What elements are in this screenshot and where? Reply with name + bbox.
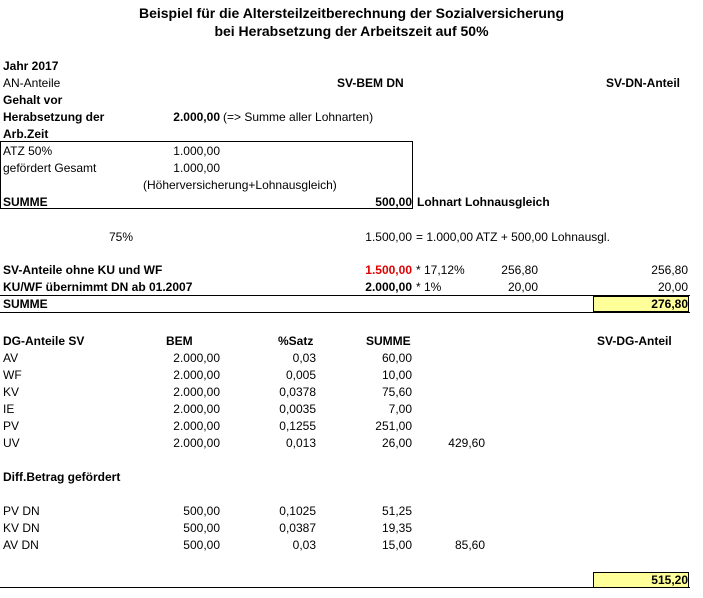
sv-dn-anteil-header: SV-DN-Anteil (606, 76, 681, 90)
sv-summe-label: SUMME (3, 297, 48, 311)
sv-row2-amount: 20,00 (507, 280, 538, 294)
sv-row1-label: SV-Anteile ohne KU und WF (3, 263, 163, 277)
dg-row-label: WF (3, 368, 22, 382)
sv-row2-total: 20,00 (657, 280, 688, 294)
title-line-2: bei Herabsetzung der Arbeitszeit auf 50% (214, 23, 489, 39)
dg-row-satz: 0,03 (292, 351, 316, 365)
diff-row-bem: 500,00 (183, 521, 220, 535)
diff-row-satz: 0,03 (292, 538, 316, 552)
gehalt-note: (=> Summe aller Lohnarten) (223, 110, 374, 124)
atz-label: ATZ 50% (3, 144, 53, 158)
diff-row-bem: 500,00 (183, 538, 220, 552)
dg-row-satz: 0,1255 (279, 419, 316, 433)
diff-row-satz: 0,1025 (279, 504, 316, 518)
year-label: Jahr 2017 (3, 59, 59, 73)
atz-value: 1.000,00 (173, 144, 220, 158)
gefoerdert-value: 1.000,00 (173, 161, 220, 175)
dg-header-bem: BEM (166, 334, 193, 348)
divider (0, 295, 690, 296)
summe-label: SUMME (3, 195, 48, 209)
dg-row-label: UV (3, 436, 20, 450)
an-anteile-label: AN-Anteile (3, 76, 61, 90)
sv-summe-value: 276,80 (651, 297, 688, 311)
dg-row-satz: 0,005 (285, 368, 316, 382)
title-line-1: Beispiel für die Altersteilzeitberechnung der Sozialversicherung (138, 5, 565, 21)
dg-row-summe: 26,00 (381, 436, 412, 450)
diff-row-summe: 51,25 (381, 504, 412, 518)
diff-subtotal: 85,60 (454, 538, 485, 552)
dg-row-bem: 2.000,00 (173, 419, 220, 433)
diff-row-label: KV DN (3, 521, 40, 535)
dg-row-summe: 7,00 (388, 402, 412, 416)
dg-row-bem: 2.000,00 (173, 436, 220, 450)
summe-value: 500,00 (375, 195, 412, 209)
dg-header-anteil: SV-DG-Anteil (597, 334, 672, 348)
divider (0, 312, 690, 313)
dg-row-label: IE (3, 402, 15, 416)
sv-row2-value: 2.000,00 (365, 280, 412, 294)
total-value: 515,20 (651, 573, 688, 587)
diff-row-summe: 15,00 (381, 538, 412, 552)
dg-row-satz: 0,013 (285, 436, 316, 450)
dg-row-satz: 0,0378 (279, 385, 316, 399)
percent-label: 75% (109, 230, 134, 244)
diff-row-summe: 19,35 (381, 521, 412, 535)
dg-row-bem: 2.000,00 (173, 402, 220, 416)
diff-row-label: PV DN (3, 504, 40, 518)
gehalt-value: 2.000,00 (173, 110, 220, 124)
summe-note: Lohnart Lohnausgleich (417, 195, 550, 209)
dg-header-label: DG-Anteile SV (3, 334, 85, 348)
gefoerdert-label: gefördert Gesamt (3, 161, 97, 175)
dg-row-bem: 2.000,00 (173, 368, 220, 382)
sv-row2-rate: * 1% (416, 280, 442, 294)
gehalt-label-line-1: Gehalt vor (3, 93, 63, 107)
sv-row1-amount: 256,80 (501, 263, 538, 277)
dg-row-bem: 2.000,00 (173, 351, 220, 365)
dg-row-summe: 251,00 (375, 419, 412, 433)
dg-row-summe: 75,60 (381, 385, 412, 399)
sv-row1-total: 256,80 (651, 263, 688, 277)
dg-row-label: KV (3, 385, 20, 399)
dg-header-summe: SUMME (366, 334, 411, 348)
dg-row-label: AV (3, 351, 19, 365)
dg-row-summe: 60,00 (381, 351, 412, 365)
dg-row-summe: 10,00 (381, 368, 412, 382)
gehalt-label-line-3: Arb.Zeit (3, 127, 49, 141)
dg-row-satz: 0,0035 (279, 402, 316, 416)
gehalt-label-line-2: Herabsetzung der (3, 110, 105, 124)
diff-row-satz: 0,0387 (279, 521, 316, 535)
divider (0, 587, 690, 588)
sv-row2-label: KU/WF übernimmt DN ab 01.2007 (3, 280, 193, 294)
percent-note: = 1.000,00 ATZ + 500,00 Lohnausgl. (416, 230, 610, 244)
dg-header-satz: %Satz (278, 334, 314, 348)
dg-row-label: PV (3, 419, 20, 433)
diff-row-label: AV DN (3, 538, 39, 552)
sv-row1-value: 1.500,00 (365, 263, 412, 277)
diff-row-bem: 500,00 (183, 504, 220, 518)
sv-bem-dn-header: SV-BEM DN (337, 76, 404, 90)
sv-row1-rate: * 17,12% (416, 263, 465, 277)
percent-value: 1.500,00 (365, 230, 412, 244)
dg-row-bem: 2.000,00 (173, 385, 220, 399)
gefoerdert-note: (Höherversicherung+Lohnausgleich) (143, 178, 337, 192)
diff-header: Diff.Betrag gefördert (3, 470, 121, 484)
dg-subtotal: 429,60 (448, 436, 485, 450)
